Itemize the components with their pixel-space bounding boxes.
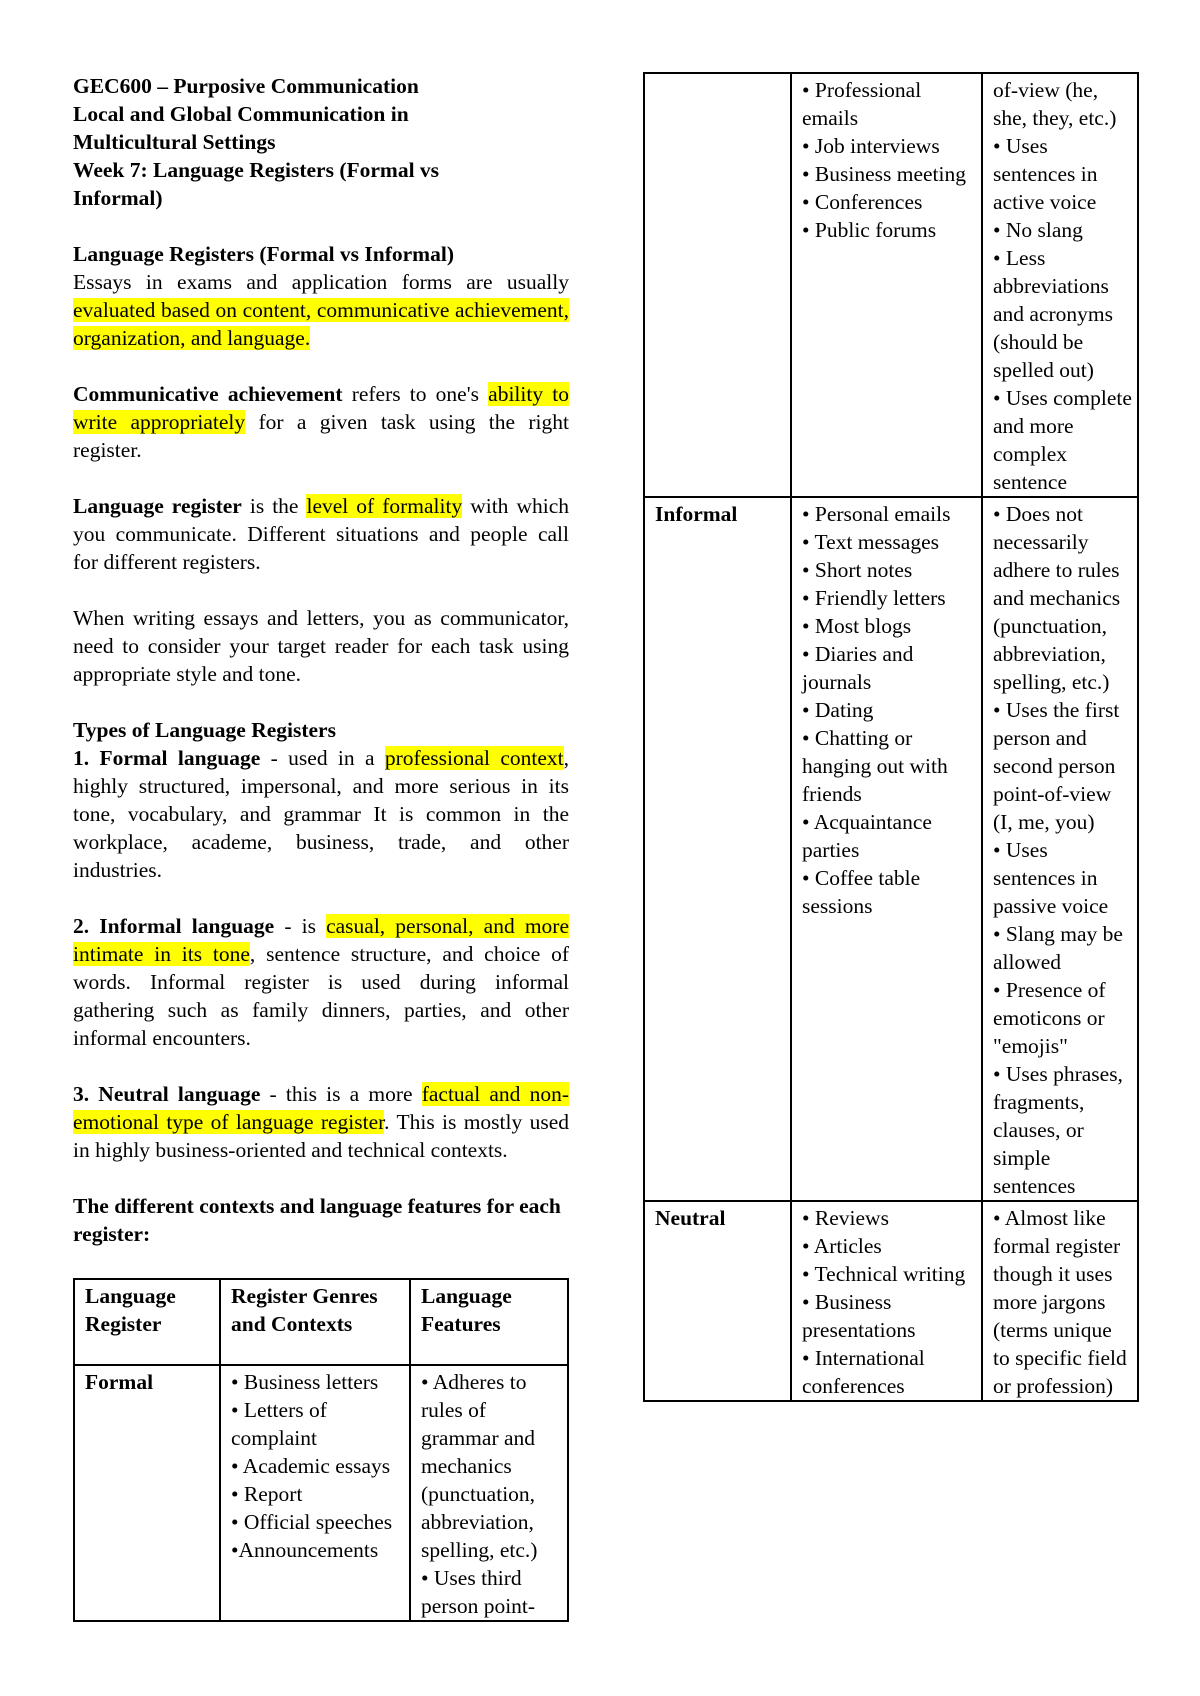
intro-plain: Essays in exams and application forms are usually bbox=[73, 270, 569, 294]
ca-pre: refers to one's bbox=[342, 382, 489, 406]
list-item: • Uses sentences in passive voice bbox=[993, 838, 1109, 918]
list-item: • Friendly letters bbox=[802, 586, 946, 610]
list-item: • Does not necessarily adhere to rules and mechanics (punctuation, abbreviation, spelling, etc.) bbox=[993, 502, 1121, 694]
informal-pre: - is bbox=[274, 914, 327, 938]
list-item: • Uses phrases, fragments, clauses, or simple sentences bbox=[993, 1062, 1123, 1198]
list-item: • Articles bbox=[802, 1234, 882, 1258]
header-language-register: Language Register bbox=[74, 1279, 220, 1365]
left-column bbox=[73, 72, 569, 1248]
list-item: •Announcements bbox=[231, 1538, 379, 1562]
registers-table-part1 bbox=[73, 1278, 569, 1622]
intro-text bbox=[73, 268, 569, 352]
ca-highlight: ability to write appropriately bbox=[73, 382, 569, 434]
neutral-pre: - this is a more bbox=[260, 1082, 422, 1106]
list-item: • Text messages bbox=[802, 530, 939, 554]
neutral-highlight: factual and non-emotional type of language register bbox=[73, 1082, 569, 1134]
communicative-achievement-paragraph bbox=[73, 380, 569, 464]
list-item: of-view (he, she, they, etc.) bbox=[993, 78, 1117, 130]
list-item: • Chatting or hanging out with friends bbox=[802, 726, 948, 806]
informal-label: Informal bbox=[644, 497, 791, 1201]
section-title: Language Registers (Formal vs Informal) bbox=[73, 242, 454, 266]
writing-note-paragraph: When writing essays and letters, you as communicator, need to consider your target reader for each task using appropriate style and tone. bbox=[73, 606, 569, 686]
list-item: • Business presentations bbox=[802, 1290, 916, 1342]
list-item: • Most blogs bbox=[802, 614, 912, 638]
lr-post: with which you communicate. Different situations and people call for different registers. bbox=[73, 494, 569, 574]
list-item: • Less abbreviations and acronyms (should be spelled out) bbox=[993, 246, 1114, 382]
list-item: • Public forums bbox=[802, 218, 937, 242]
formal-highlight: professional context bbox=[384, 746, 564, 770]
registers-table-part2 bbox=[643, 72, 1139, 1402]
list-item: • Conferences bbox=[802, 190, 923, 214]
list-item: • Acquaintance parties bbox=[802, 810, 932, 862]
list-item: • International conferences bbox=[802, 1346, 925, 1398]
list-item: • Adheres to rules of grammar and mechanics (punctuation, abbreviation, spelling, etc.) bbox=[421, 1370, 538, 1562]
list-item: • Uses the first person and second person point-of-view (I, me, you) bbox=[993, 698, 1120, 834]
list-item: • Letters of complaint bbox=[231, 1398, 327, 1450]
list-item: • Report bbox=[231, 1482, 303, 1506]
list-item: • Almost like formal register though it uses more jargons (terms unique to specific field or profession) bbox=[993, 1206, 1127, 1398]
formal-label: Formal bbox=[74, 1365, 220, 1621]
intro-paragraph bbox=[73, 240, 569, 352]
lr-pre: is the bbox=[241, 494, 307, 518]
module-title-line2: Multicultural Settings bbox=[73, 130, 276, 154]
list-item: • Technical writing bbox=[802, 1262, 966, 1286]
formal-post: , highly structured, impersonal, and more serious in its tone, vocabulary, and grammar It is common in the workplace, academe, business, trade, and other industries. bbox=[73, 746, 569, 882]
list-item: • No slang bbox=[993, 218, 1083, 242]
informal-genres-cell bbox=[791, 497, 982, 1201]
list-item: • Uses third person point- bbox=[421, 1566, 536, 1618]
term-neutral-language: 3. Neutral language bbox=[73, 1082, 261, 1106]
formal-continued-label bbox=[644, 73, 791, 497]
formal-features-continued-cell bbox=[982, 73, 1138, 497]
list-item: • Business letters bbox=[231, 1370, 379, 1394]
term-communicative-achievement: Communicative achievement bbox=[73, 382, 343, 406]
neutral-label: Neutral bbox=[644, 1201, 791, 1401]
list-item: • Presence of emoticons or "emojis" bbox=[993, 978, 1106, 1058]
types-title: Types of Language Registers bbox=[73, 718, 336, 742]
list-item: • Coffee table sessions bbox=[802, 866, 921, 918]
list-item: • Business meeting bbox=[802, 162, 966, 186]
list-item: • Diaries and journals bbox=[802, 642, 914, 694]
table-caption: The different contexts and language features for each register: bbox=[73, 1194, 561, 1246]
document-header bbox=[73, 72, 569, 212]
header-language-features: Language Features bbox=[410, 1279, 568, 1365]
informal-highlight: casual, personal, and more intimate in its tone bbox=[73, 914, 569, 966]
language-register-paragraph bbox=[73, 492, 569, 576]
course-title: GEC600 – Purposive Communication bbox=[73, 74, 419, 98]
formal-type-paragraph bbox=[73, 716, 569, 884]
list-item: • Slang may be allowed bbox=[993, 922, 1123, 974]
formal-features-cell bbox=[410, 1365, 568, 1621]
formal-genres-cell bbox=[220, 1365, 410, 1621]
list-item: • Academic essays bbox=[231, 1454, 391, 1478]
list-item: • Personal emails bbox=[802, 502, 951, 526]
list-item: • Short notes bbox=[802, 558, 913, 582]
list-item: • Uses complete and more complex sentence bbox=[993, 386, 1132, 494]
neutral-post: . This is mostly used in highly business-oriented and technical contexts. bbox=[73, 1110, 569, 1162]
module-title-line1: Local and Global Communication in bbox=[73, 102, 409, 126]
list-item: • Professional emails bbox=[802, 78, 922, 130]
list-item: • Reviews bbox=[802, 1206, 889, 1230]
table-row-neutral bbox=[644, 1201, 1138, 1401]
lr-highlight: level of formality bbox=[306, 494, 463, 518]
informal-features-cell bbox=[982, 497, 1138, 1201]
ca-post: for a given task using the right register. bbox=[73, 410, 569, 462]
term-informal-language: 2. Informal language bbox=[73, 914, 275, 938]
list-item: • Uses sentences in active voice bbox=[993, 134, 1098, 214]
table-header-row bbox=[74, 1279, 568, 1365]
list-item: • Official speeches bbox=[231, 1510, 393, 1534]
week-title-line2: Informal) bbox=[73, 186, 163, 210]
term-formal-language: 1. Formal language bbox=[73, 746, 261, 770]
term-language-register: Language register bbox=[73, 494, 242, 518]
list-item: • Job interviews bbox=[802, 134, 940, 158]
formal-genres-continued-cell bbox=[791, 73, 982, 497]
neutral-features-cell bbox=[982, 1201, 1138, 1401]
week-title-line1: Week 7: Language Registers (Formal vs bbox=[73, 158, 440, 182]
neutral-type-paragraph bbox=[73, 1080, 569, 1164]
header-register-genres: Register Genres and Contexts bbox=[220, 1279, 410, 1365]
informal-post: , sentence structure, and choice of words. Informal register is used during informal gathering such as family dinners, parties, and other informal encounters. bbox=[73, 942, 569, 1050]
table-row-informal bbox=[644, 497, 1138, 1201]
neutral-genres-cell bbox=[791, 1201, 982, 1401]
formal-pre: - used in a bbox=[260, 746, 385, 770]
informal-type-paragraph bbox=[73, 912, 569, 1052]
table-row-formal-continued bbox=[644, 73, 1138, 497]
intro-highlight: evaluated based on content, communicative achievement, organization, and language. bbox=[73, 298, 569, 350]
table-row-formal bbox=[74, 1365, 568, 1621]
list-item: • Dating bbox=[802, 698, 874, 722]
